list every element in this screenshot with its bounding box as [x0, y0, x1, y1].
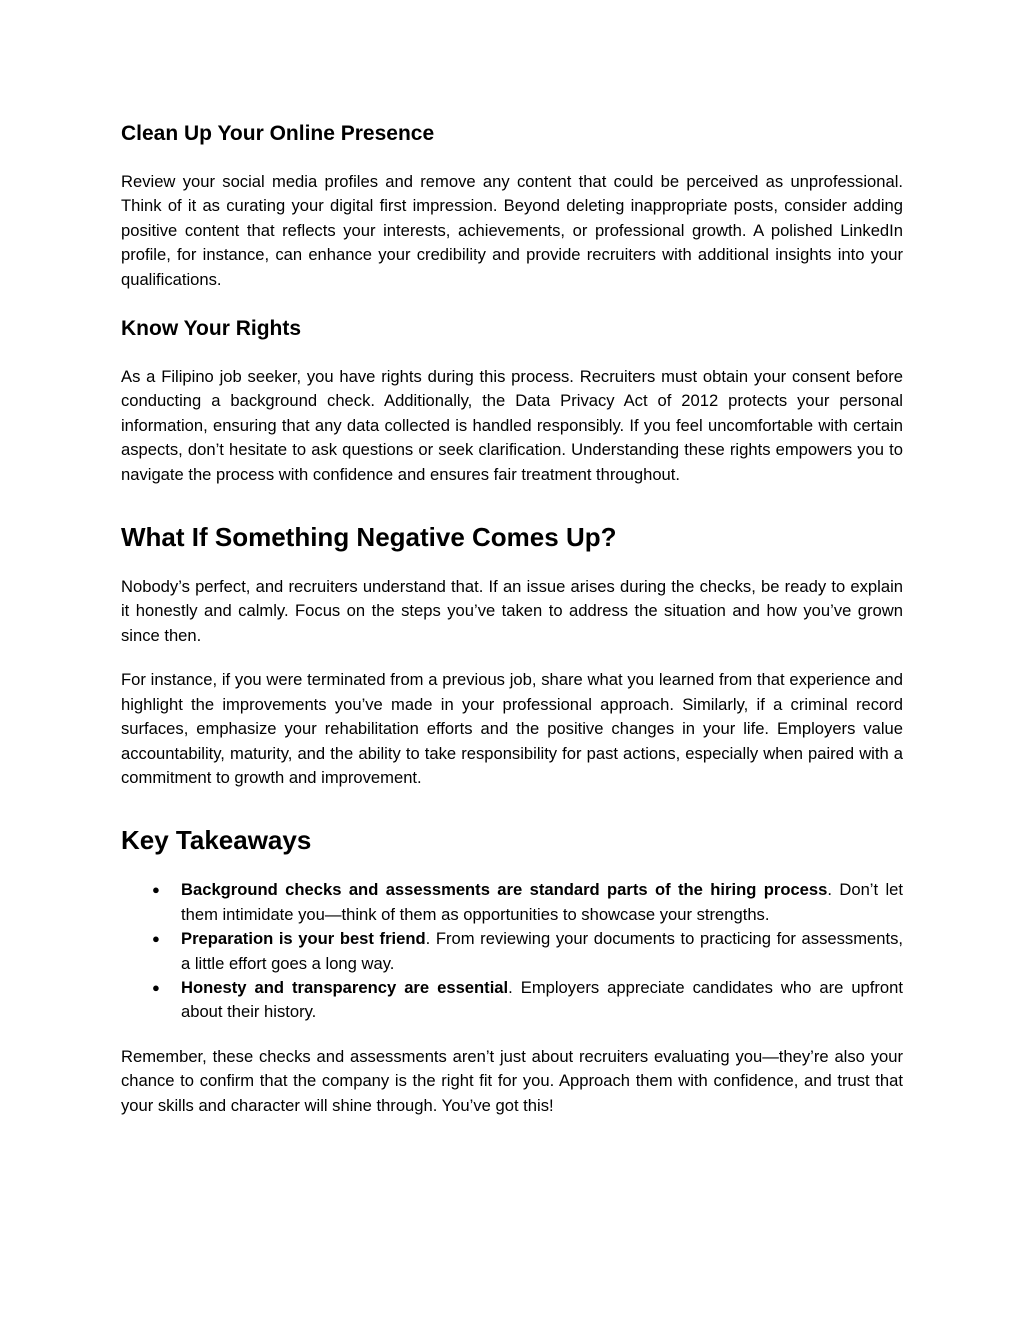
bullet-icon: ●	[152, 931, 160, 947]
takeaway-text: . From reviewing your documents to practicing for assessments, a little effort goes a long way.	[181, 929, 903, 973]
document-page	[121, 115, 903, 1118]
heading-know-rights: Know Your Rights	[121, 317, 302, 341]
takeaway-text: . Don’t let them intimidate you—think of them as opportunities to showcase your strengths.	[181, 880, 903, 924]
heading-negative: What If Something Negative Comes Up?	[121, 522, 617, 553]
heading-takeaways: Key Takeaways	[121, 825, 312, 856]
list-item	[152, 976, 903, 1025]
takeaways-list	[121, 878, 903, 1024]
list-item	[152, 927, 903, 976]
paragraph-negative-2: For instance, if you were terminated from a previous job, share what you learned from that experience and highlight the improvements you’ve made in your professional approach. Similarly, if a criminal record surfaces, emphasize your rehabilitation efforts and the positive changes in your life. Employers value accountability, maturity, and the ability to take responsibility for past actions, especially when paired with a commitment to growth and improvement.	[121, 670, 903, 787]
paragraph-clean-up: Review your social media profiles and remove any content that could be perceived as unprofessional. Think of it as curating your digital first impression. Beyond deleting inappropriate posts, consider adding positive content that reflects your interests, achievements, or professional growth. A polished LinkedIn profile, for instance, can enhance your credibility and provide recruiters with additional insights into your qualifications.	[121, 172, 903, 289]
paragraph-know-rights: As a Filipino job seeker, you have rights during this process. Recruiters must obtain your consent before conducting a background check. Additionally, the Data Privacy Act of 2012 protects your personal information, ensuring that any data collected is handled responsibly. If you feel uncomfortable with certain aspects, don’t hesitate to ask questions or seek clarification. Understanding these rights empowers you to navigate the process with confidence and ensures fair treatment throughout.	[121, 367, 903, 484]
bullet-icon: ●	[152, 979, 160, 995]
paragraph-negative-1: Nobody’s perfect, and recruiters understand that. If an issue arises during the checks, be ready to explain it honestly and calmly. Focus on the steps you’ve taken to address the situation and how you’ve grown since then.	[121, 577, 903, 645]
heading-clean-up: Clean Up Your Online Presence	[121, 122, 435, 145]
takeaway-bold: Preparation is your best friend	[181, 929, 426, 949]
takeaway-bold: Background checks and assessments are standard parts of the hiring process	[181, 880, 828, 900]
paragraph-closing: Remember, these checks and assessments aren’t just about recruiters evaluating you—they’re also your chance to confirm that the company is the right fit for you. Approach them with confidence, and trust that your skills and character will shine through. You’ve got this!	[121, 1046, 903, 1115]
bullet-icon: ●	[152, 882, 160, 898]
takeaway-text: . Employers appreciate candidates who are upfront about their history.	[181, 977, 903, 1022]
takeaway-bold: Honesty and transparency are essential	[181, 977, 509, 997]
list-item	[152, 878, 903, 927]
